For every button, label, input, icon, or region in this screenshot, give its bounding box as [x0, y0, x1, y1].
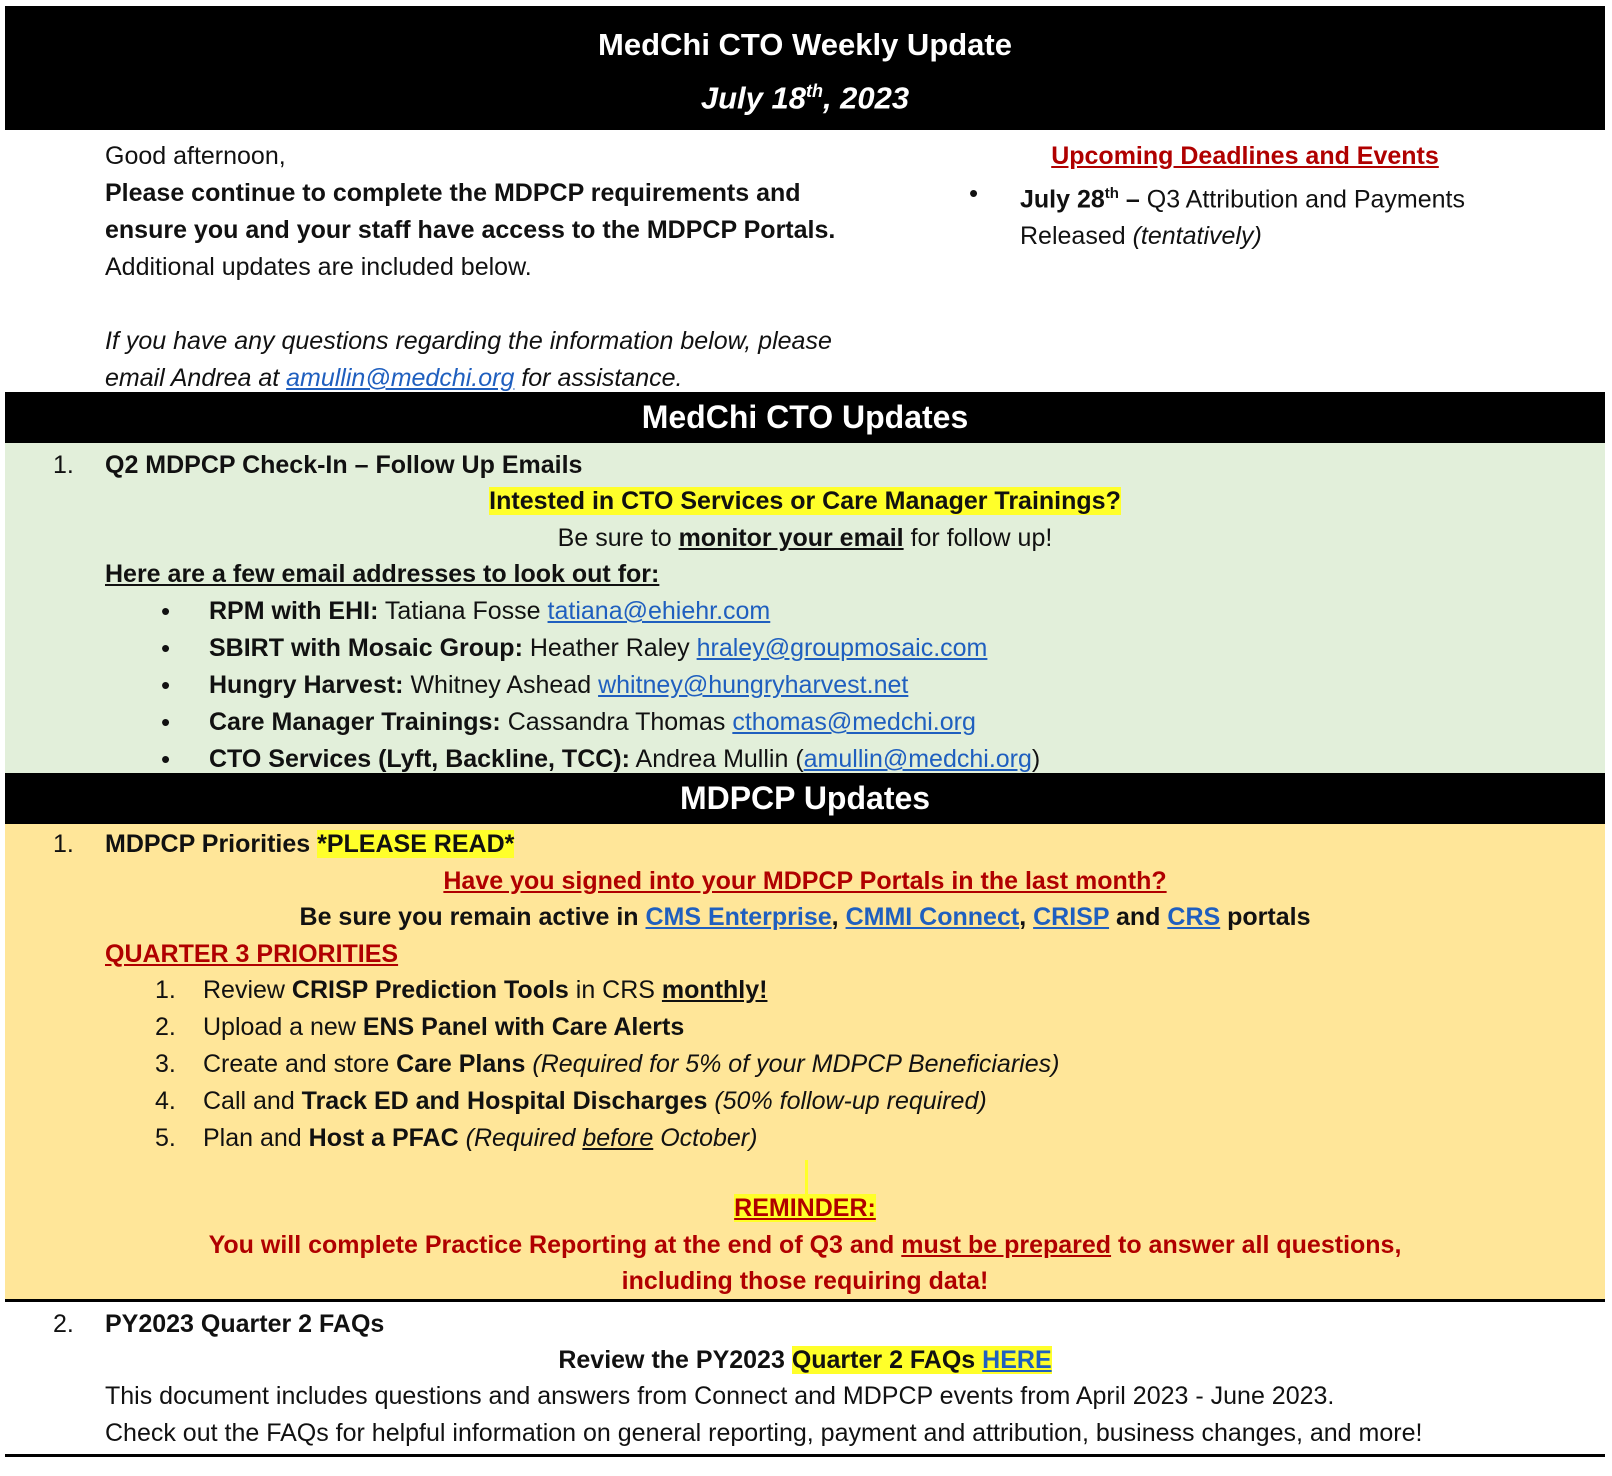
reminder-emphasis: must be prepared: [901, 1231, 1112, 1259]
intro-plain: Additional updates are included below.: [105, 253, 532, 281]
cto-list-title: Here are a few email addresses to look out for:: [105, 560, 660, 588]
deadlines-title: Upcoming Deadlines and Events: [1051, 142, 1439, 170]
crisp-link[interactable]: CRISP: [1033, 903, 1110, 931]
deadline-sup: th: [1104, 185, 1119, 202]
cto-monitor-prefix: Be sure to: [557, 524, 679, 552]
contact-name: Cassandra Thomas: [500, 708, 733, 736]
contact-paragraph: [105, 323, 865, 397]
priority-emphasis: monthly!: [661, 976, 768, 1004]
contact-item-cto-services: [155, 741, 1040, 778]
priority-number: 4.: [155, 1087, 176, 1115]
cto-item-title: Q2 MDPCP Check-In – Follow Up Emails: [105, 451, 583, 479]
priority-number: 1.: [155, 976, 176, 1004]
contact-suffix: for assistance.: [514, 364, 683, 392]
cto-monitor-bold: monitor your email: [678, 524, 904, 552]
contact-name: Heather Raley: [522, 634, 697, 662]
priority-item: [155, 1120, 1059, 1157]
cto-monitor-suffix: for follow up!: [903, 524, 1053, 552]
priority-item: [155, 1046, 1059, 1083]
date-year: , 2023: [822, 80, 910, 116]
contact-name: Andrea Mullin (: [629, 745, 804, 773]
priority-note: October): [653, 1124, 758, 1152]
reminder-line-2: including those requiring data!: [621, 1267, 989, 1295]
contact-email[interactable]: whitney@hungryharvest.net: [598, 671, 909, 699]
contact-label: SBIRT with Mosaic Group:: [209, 634, 523, 662]
crs-link[interactable]: CRS: [1167, 903, 1221, 931]
cto-item-number: 1.: [53, 451, 74, 479]
separator: ,: [1019, 903, 1034, 931]
contact-text: If you have any questions regarding the information below, please email Andrea at: [105, 327, 832, 392]
priority-bold: ENS Panel with Care Alerts: [362, 1013, 685, 1041]
contact-item-hungry-harvest: [155, 667, 1040, 704]
priority-bold: CRISP Prediction Tools: [291, 976, 569, 1004]
contact-email[interactable]: hraley@groupmosaic.com: [696, 634, 988, 662]
priority-text: in CRS: [568, 976, 662, 1004]
priority-item: [155, 1083, 1059, 1120]
mdpcp-item-number: 1.: [53, 830, 74, 858]
priority-note: (Required for 5% of your MDPCP Beneficiaries): [532, 1050, 1060, 1078]
date-sup: th: [805, 81, 823, 101]
priorities-list: [155, 972, 1059, 1157]
priority-text: [459, 1124, 466, 1152]
cto-highlight: Intested in CTO Services or Care Manager Trainings?: [489, 487, 1121, 515]
cto-section: [5, 443, 1605, 773]
contact-item-care-manager: [155, 704, 1040, 741]
greeting: Good afternoon,: [105, 142, 286, 170]
reminder-title-row: [5, 1190, 1605, 1227]
mdpcp-section-title: MDPCP Updates: [5, 773, 1605, 824]
please-read-flag: *PLEASE READ*: [317, 830, 515, 858]
active-prefix: Be sure you remain active in: [299, 903, 646, 931]
intro-section: [5, 130, 1605, 392]
q3-priorities-title: QUARTER 3 PRIORITIES: [105, 940, 399, 968]
contact-email-link[interactable]: amullin@medchi.org: [286, 364, 515, 392]
faq-item-number: 2.: [53, 1310, 74, 1338]
priority-text: Upload a new: [203, 1013, 363, 1041]
cto-highlight-line: [5, 483, 1605, 520]
priority-bold: Care Plans: [396, 1050, 526, 1078]
deadline-date: July 28: [1020, 185, 1105, 214]
contact-email[interactable]: tatiana@ehiehr.com: [547, 597, 771, 625]
priority-number: 3.: [155, 1050, 176, 1078]
deadline-text: Q3 Attribution and Payments Released: [1020, 185, 1465, 251]
cms-enterprise-link[interactable]: CMS Enterprise: [645, 903, 832, 931]
contact-name: Whitney Ashead: [403, 671, 599, 699]
contact-item-sbirt: [155, 630, 1040, 667]
priority-text: Review: [203, 976, 292, 1004]
priority-bold: Host a PFAC: [308, 1124, 459, 1152]
contact-label: RPM with EHI:: [209, 597, 379, 625]
reminder-line-1: [5, 1227, 1605, 1264]
priority-text: Plan and: [203, 1124, 309, 1152]
faq-review-line: [5, 1342, 1605, 1379]
deadlines-panel: [965, 138, 1525, 255]
faq-here-link[interactable]: HERE: [982, 1346, 1052, 1374]
portal-question: Have you signed into your MDPCP Portals in the last month?: [443, 867, 1167, 895]
contact-email[interactable]: amullin@medchi.org: [803, 745, 1032, 773]
separator: ,: [831, 903, 846, 931]
priority-note: (50% follow-up required): [714, 1087, 987, 1115]
contact-email[interactable]: cthomas@medchi.org: [732, 708, 976, 736]
priority-item: [155, 1009, 1059, 1046]
faq-section: [5, 1302, 1605, 1457]
newsletter-date: [5, 68, 1605, 121]
priority-text: Create and store: [203, 1050, 397, 1078]
priority-item: [155, 972, 1059, 1009]
newsletter-title: MedChi CTO Weekly Update: [598, 27, 1012, 62]
faq-item-title: PY2023 Quarter 2 FAQs: [105, 1310, 385, 1338]
deadline-note: (tentatively): [1132, 222, 1262, 251]
priority-number: 5.: [155, 1124, 176, 1152]
cto-section-title: MedChi CTO Updates: [5, 392, 1605, 443]
portal-active-line: [5, 899, 1605, 936]
cto-monitor-line: [5, 520, 1605, 557]
newsletter-header: [5, 6, 1605, 130]
faq-description-1: This document includes questions and answers from Connect and MDPCP events from April 2023 - June 2023.: [105, 1382, 1335, 1410]
newsletter-page: [5, 6, 1605, 1457]
deadline-dash: –: [1118, 185, 1147, 214]
priority-number: 2.: [155, 1013, 176, 1041]
contact-label: CTO Services (Lyft, Backline, TCC):: [209, 745, 630, 773]
faq-review-hl-text: Quarter 2 FAQs: [791, 1346, 983, 1374]
intro-text: [105, 138, 865, 397]
date-day: July 18: [700, 80, 806, 116]
contact-list: [155, 593, 1040, 778]
priority-bold: Track ED and Hospital Discharges: [301, 1087, 708, 1115]
reminder-title: REMINDER:: [734, 1194, 876, 1222]
faq-review-prefix: Review the PY2023: [558, 1346, 792, 1374]
contact-label: Hungry Harvest:: [209, 671, 404, 699]
deadlines-list: [965, 175, 1525, 255]
deadline-item: [965, 175, 1525, 255]
faq-description-2: Check out the FAQs for helpful information on general reporting, payment and attribution, business changes, and more!: [105, 1419, 1423, 1447]
active-suffix: portals: [1220, 903, 1311, 931]
intro-paragraph: [105, 175, 865, 286]
priority-note: (Required: [465, 1124, 583, 1152]
mdpcp-section: [5, 824, 1605, 1302]
contact-name: Tatiana Fosse: [378, 597, 548, 625]
faq-review-highlight: [792, 1346, 1052, 1374]
contact-label: Care Manager Trainings:: [209, 708, 501, 736]
reminder-text: to answer all questions,: [1111, 1231, 1402, 1259]
mdpcp-item-title: [105, 826, 514, 863]
contact-item-rpm: [155, 593, 1040, 630]
intro-bold: Please continue to complete the MDPCP requirements and ensure you and your staff have access to the MDPCP Portals.: [105, 179, 836, 244]
cmmi-connect-link[interactable]: CMMI Connect: [845, 903, 1020, 931]
priority-note-emphasis: before: [582, 1124, 654, 1152]
separator: and: [1109, 903, 1168, 931]
mdpcp-title-text: MDPCP Priorities: [105, 830, 318, 858]
priority-text: Call and: [203, 1087, 302, 1115]
contact-after: ): [1031, 745, 1041, 773]
reminder-text: You will complete Practice Reporting at the end of Q3 and: [208, 1231, 902, 1259]
